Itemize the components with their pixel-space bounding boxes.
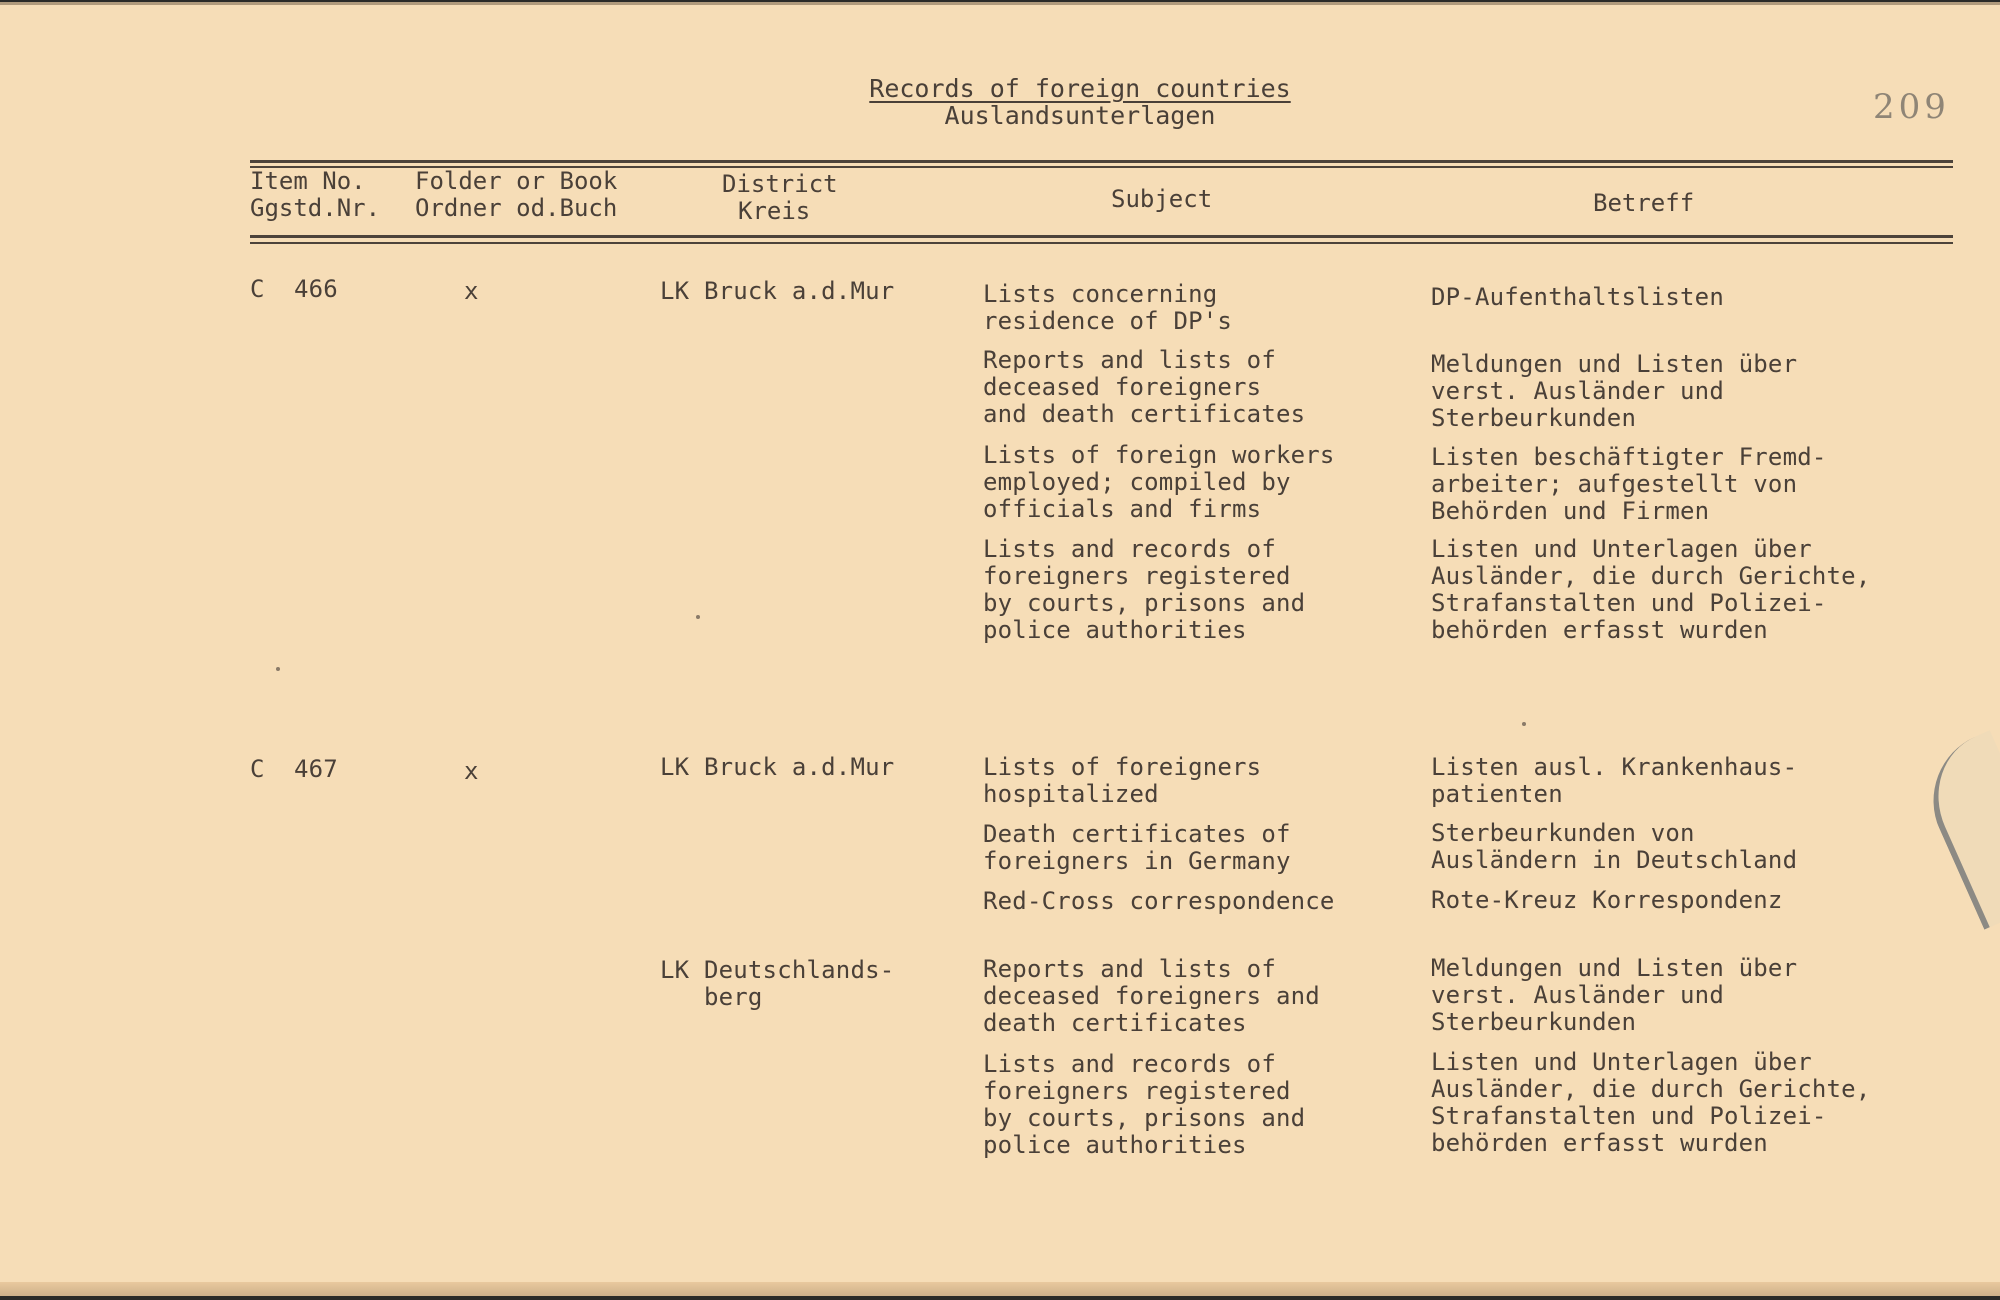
betreff-entry: Listen ausl. Krankenhaus- patienten [1431, 753, 1798, 808]
col-header-district-de: Kreis [738, 197, 811, 225]
paper-speck [1522, 722, 1526, 726]
subject-entry: Lists and records of foreigners registered by courts, prisons and police authorities [983, 1050, 1306, 1159]
betreff-entry: Listen und Unterlagen über Ausländer, die durch Gerichte, Strafanstalten und Polizei- behörden erfasst wurden [1431, 535, 1871, 644]
col-header-item-en: Item No. [250, 167, 366, 195]
header-rule-top [250, 160, 1953, 163]
district: LK Bruck a.d.Mur [660, 277, 895, 305]
subject-entry: Death certificates of foreigners in Germany [983, 820, 1291, 875]
item-number: C 467 [250, 755, 338, 783]
subject-entry: Lists of foreign workers employed; compiled by officials and firms [983, 441, 1335, 523]
item-number: C 466 [250, 275, 338, 303]
document-page [0, 2, 2000, 1295]
subject-entry: Reports and lists of deceased foreigners and death certificates [983, 346, 1306, 428]
col-header-folder-en: Folder or Book [415, 167, 618, 195]
binder-clip-tab [1911, 730, 2000, 929]
betreff-entry: Rote-Kreuz Korrespondenz [1431, 886, 1783, 914]
paper-speck [696, 615, 700, 619]
page-number: 209 [1873, 87, 1950, 127]
col-header-subject: Subject [1111, 185, 1213, 213]
subject-entry: Lists of foreigners hospitalized [983, 753, 1262, 808]
district: LK Deutschlands- berg [660, 956, 895, 1011]
document-title [853, 75, 1307, 129]
subject-entry: Lists concerning residence of DP's [983, 280, 1233, 335]
folder-mark: x [464, 277, 479, 305]
betreff-entry: Meldungen und Listen über verst. Ausländer und Sterbeurkunden [1431, 954, 1798, 1036]
paper-speck [276, 667, 280, 671]
betreff-entry: Sterbeurkunden von Ausländern in Deutschland [1431, 819, 1798, 874]
col-header-folder-de: Ordner od.Buch [415, 194, 618, 222]
col-header-item-de: Ggstd.Nr. [250, 194, 381, 222]
betreff-entry: Meldungen und Listen über verst. Ausländer und Sterbeurkunden [1431, 350, 1798, 432]
betreff-entry: DP-Aufenthaltslisten [1431, 283, 1724, 311]
betreff-entry: Listen und Unterlagen über Ausländer, die durch Gerichte, Strafanstalten und Polizei- behörden erfasst wurden [1431, 1048, 1871, 1157]
subject-entry: Lists and records of foreigners registered by courts, prisons and police authorities [983, 535, 1306, 644]
subject-entry: Reports and lists of deceased foreigners and death certificates [983, 955, 1320, 1037]
betreff-entry: Listen beschäftigter Fremd- arbeiter; aufgestellt von Behörden und Firmen [1431, 443, 1827, 525]
col-header-district-en: District [722, 170, 838, 198]
title-english: Records of foreign countries [869, 74, 1291, 103]
col-header-betreff: Betreff [1593, 189, 1695, 217]
header-rule-bottom-inner [250, 242, 1953, 244]
subject-entry: Red-Cross correspondence [983, 887, 1335, 915]
district: LK Bruck a.d.Mur [660, 753, 895, 781]
folder-mark: x [464, 757, 479, 785]
page-bottom-edge [0, 1282, 2000, 1296]
title-german: Auslandsunterlagen [944, 101, 1216, 130]
header-rule-bottom [250, 235, 1953, 238]
